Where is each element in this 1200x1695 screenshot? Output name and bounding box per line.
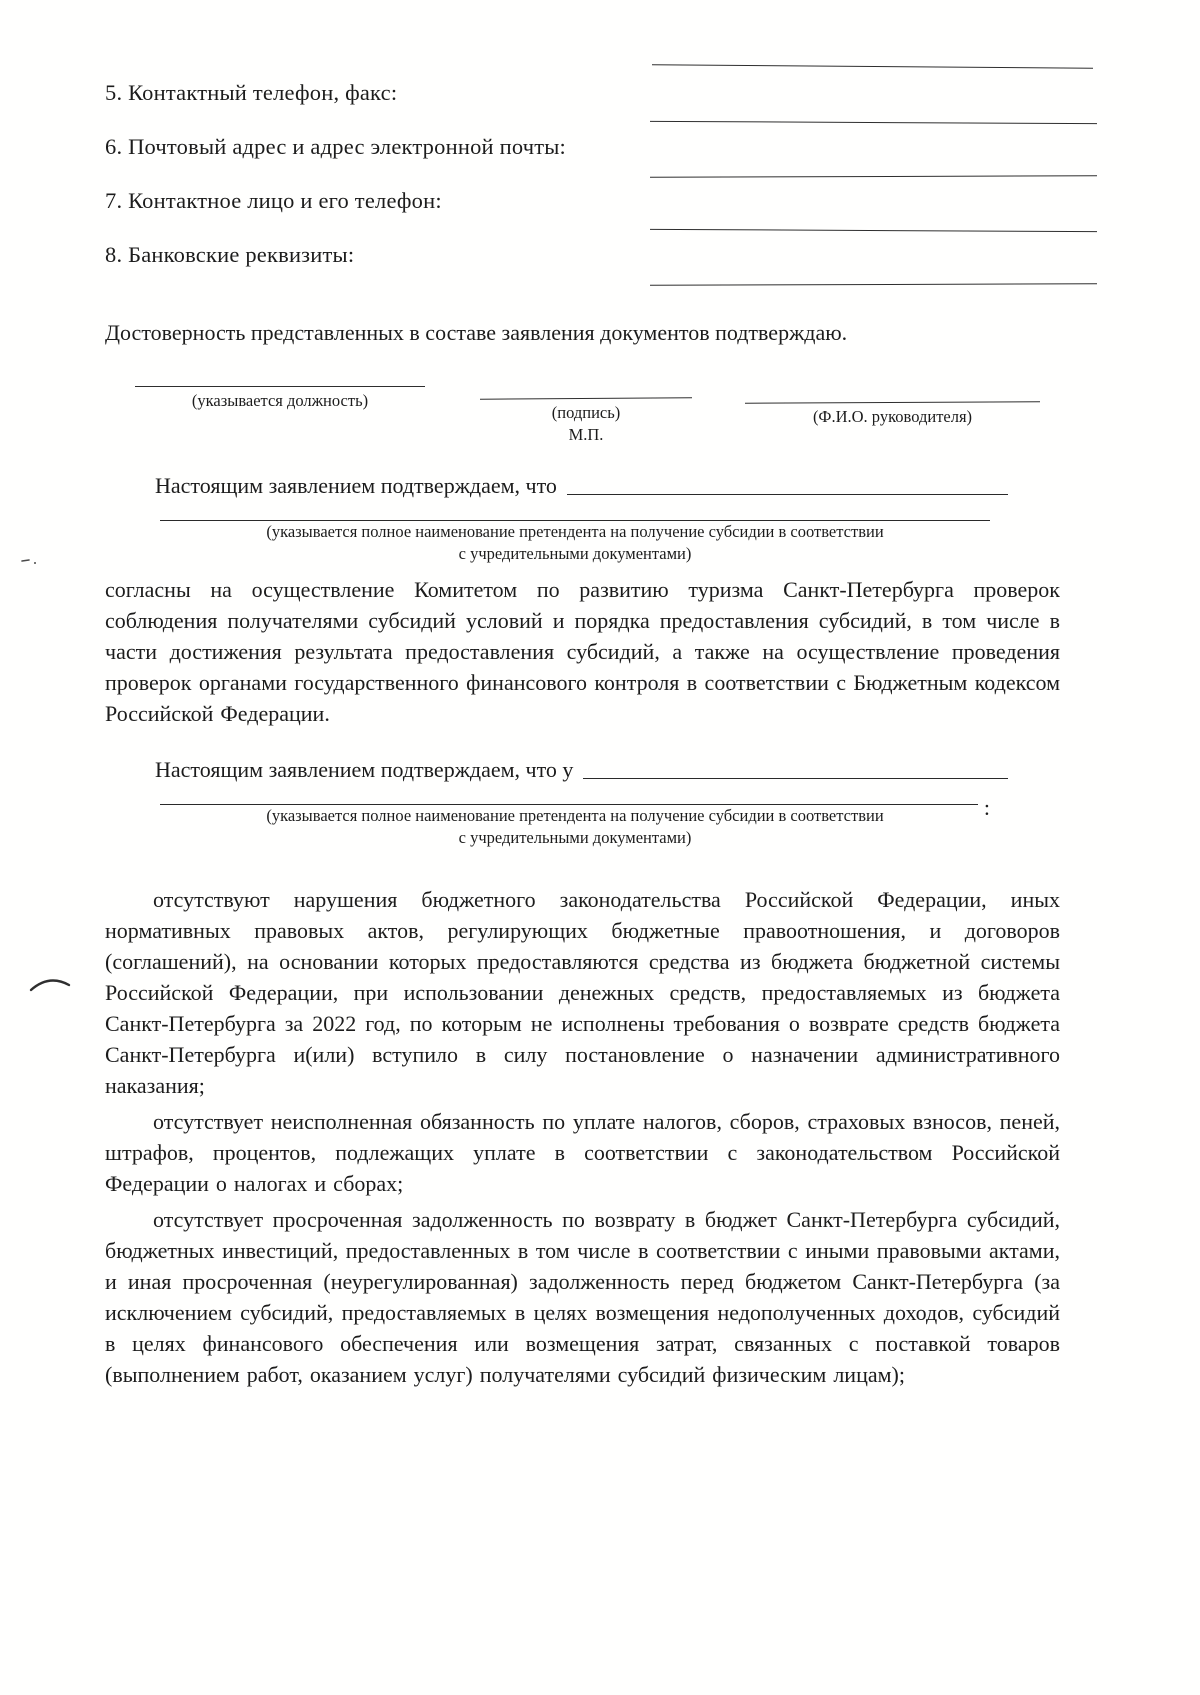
fill-in-line xyxy=(583,778,1008,779)
fill-in-line xyxy=(650,175,1097,178)
statement1-body: согласны на осуществление Комитетом по развитию туризма Санкт-Петербурга проверок соблюдения получателями субсидий условий и порядка предоставления субсидий, в том числе в части достижения результата предоставления субсидий, а также на осуществление проведения проверок органами государственного финансового контроля в соответствии с Бюджетным кодексом Российской Федерации. xyxy=(105,577,1060,726)
fill-in-line xyxy=(567,494,1008,495)
contact-fields-section xyxy=(105,80,1060,296)
signature-position-column xyxy=(135,386,425,411)
statement2-lead-text: Настоящим заявлением подтверждаем, что у xyxy=(155,757,574,782)
fill-in-line xyxy=(650,121,1097,124)
field-label-bank-details: 8. Банковские реквизиты: xyxy=(105,242,355,267)
applicant-name-block-2 xyxy=(160,789,990,848)
field-row-postal-email xyxy=(105,134,1060,188)
field-row-bank-details xyxy=(105,242,1060,296)
applicant-name-block-1 xyxy=(160,505,990,564)
field-row-phone-fax xyxy=(105,80,1060,134)
signature-sign-line xyxy=(480,397,692,399)
field-row-contact-person xyxy=(105,188,1060,242)
statement1-lead xyxy=(105,473,1060,499)
statement1-lead-text: Настоящим заявлением подтверждаем, что xyxy=(155,473,557,498)
applicant-name-caption-2: с учредительными документами) xyxy=(458,827,692,847)
signature-sign-caption: (подпись) xyxy=(551,403,621,422)
declarations-section xyxy=(105,884,1060,1390)
signature-fio-line xyxy=(745,401,1040,404)
fill-in-line xyxy=(650,229,1097,232)
signature-fio-caption: (Ф.И.О. руководителя) xyxy=(812,407,973,426)
declaration-paragraph-budget-violations: отсутствуют нарушения бюджетного законодательства Российской Федерации, иных нормативных правовых актов, регулирующих бюджетные правоотношения, и договоров (соглашений), на основании которых предоставляются средства из бюджета бюджетной системы Российской Федерации, при использовании денежных средств, предоставляемых из бюджета Санкт-Петербурга за 2022 год, по которым не исполнены требования о возврате средств бюджета Санкт-Петербурга и(или) вступило в силу постановление о назначении административного наказания; xyxy=(105,887,1060,1098)
field-label-contact-person: 7. Контактное лицо и его телефон: xyxy=(105,188,442,213)
declaration-paragraph-tax-obligations: отсутствует неисполненная обязанность по уплате налогов, сборов, страховых взносов, пеней, штрафов, процентов, подлежащих уплате в соответствии с законодательством Российской Федерации о налогах и сборах; xyxy=(105,1109,1060,1196)
declaration-paragraph-overdue-debt: отсутствует просроченная задолженность по возврату в бюджет Санкт-Петербурга субсидий, бюджетных инвестиций, предоставленных в том числе в соответствии с иными правовыми актами, и иная просроченная (неурегулированная) задолженность перед бюджетом Санкт-Петербурга (за исключением субсидий, предоставляемых в целях возмещения недополученных доходов, субсидий в целях финансового обеспечения или возмещения затрат, связанных с поставкой товаров (выполнением работ, оказанием услуг) получателями субсидий физическим лицам); xyxy=(105,1207,1060,1387)
signature-position-caption: (указывается должность) xyxy=(191,391,369,410)
applicant-name-caption-1: (указывается полное наименование претендента на получение субсидии в соответствии xyxy=(266,522,884,541)
statement2-lead xyxy=(105,757,1060,783)
confirmation-statement: Достоверность представленных в составе заявления документов подтверждаю. xyxy=(105,320,848,345)
applicant-name-caption-1: (указывается полное наименование претендента на получение субсидии в соответствии xyxy=(266,806,884,825)
applicant-name-line xyxy=(160,505,990,521)
field-label-phone-fax: 5. Контактный телефон, факс: xyxy=(105,80,398,105)
signature-position-line xyxy=(135,386,425,387)
signature-sign-column xyxy=(480,386,692,445)
field-label-postal-email: 6. Почтовый адрес и адрес электронной почты: xyxy=(105,134,567,159)
signature-stamp-label: М.П. xyxy=(568,425,604,444)
signature-fio-column xyxy=(745,386,1040,427)
fill-in-line xyxy=(650,283,1097,286)
signature-block xyxy=(105,386,1060,445)
applicant-name-caption-2: с учредительными документами) xyxy=(458,543,692,563)
applicant-name-line: : xyxy=(160,789,990,805)
